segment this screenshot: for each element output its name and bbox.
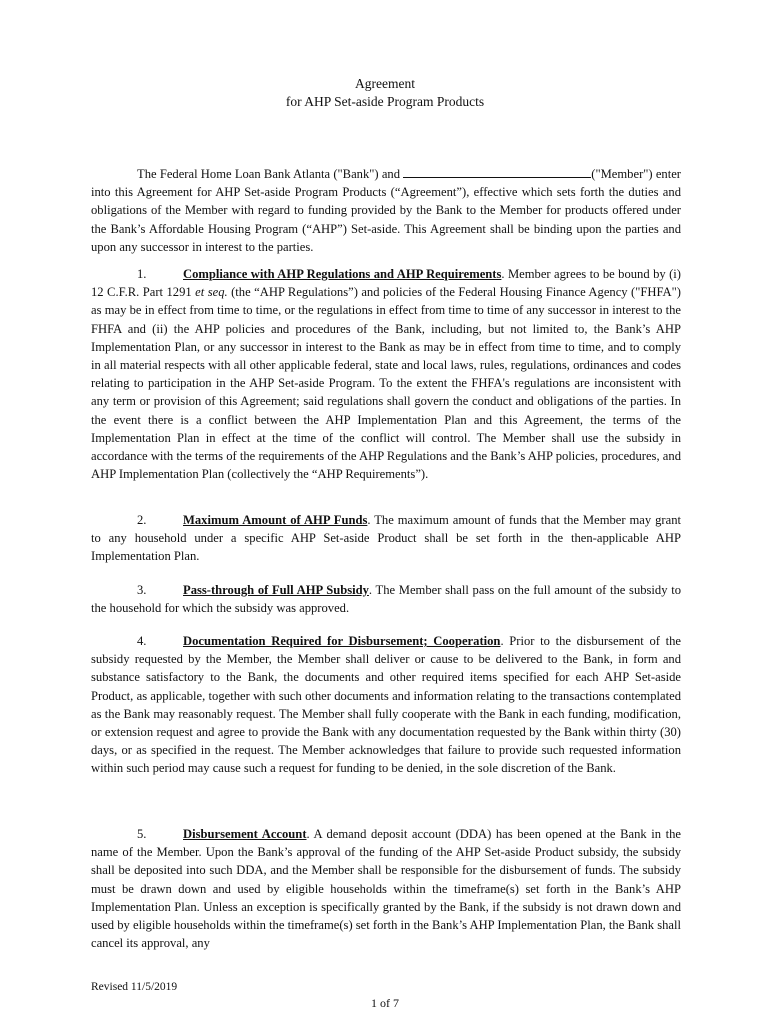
revision-date: Revised 11/5/2019 bbox=[91, 981, 178, 993]
section-number: 1. bbox=[137, 267, 147, 281]
section-number: 5. bbox=[137, 827, 147, 841]
section-number: 2. bbox=[137, 513, 147, 527]
intro-text-1: The Federal Home Loan Bank Atlanta ("Bank") and bbox=[137, 167, 404, 181]
section-heading: Disbursement Account bbox=[183, 827, 307, 841]
document-subtitle: for AHP Set-aside Program Products bbox=[285, 94, 485, 109]
section-text: . Prior to the disbursement of the subsidy requested by the Member, the Member shall deliver or cause to be delivered to the Bank, in form and substance satisfactory to the Bank, the documents and other required items specified for each AHP Set-aside Product, as applicable, together with such other documents and information relating to the transactions contemplated as the Bank may reasonably request. The Member shall fully cooperate with the Bank in each funding, modification, or extension request and agree to provide the Bank with any documentation requested by the Bank within thirty (30) days, or as specified in the request. The Member acknowledges that failure to provide such requested information within such period may cause such a request for funding to be denied, in the sole discretion of the Bank. bbox=[91, 634, 681, 776]
document-title: Agreement bbox=[355, 76, 415, 91]
section-heading: Compliance with AHP Regulations and AHP Requirements bbox=[183, 267, 502, 281]
intro-paragraph bbox=[91, 165, 681, 256]
section-5 bbox=[91, 825, 681, 952]
section-text: . The Member shall pass on the full amount of the subsidy to the household for which the subsidy was approved. bbox=[91, 583, 681, 616]
section-number: 4. bbox=[137, 634, 147, 648]
section-1 bbox=[91, 265, 681, 483]
section-text-continued: (the “AHP Regulations”) and policies of the Federal Housing Finance Agency ("FHFA") as may be in effect from time to time, or the regulations in effect from time to time of any successor in interest to the FHFA and (ii) the AHP policies and procedures of the Bank, including, but not limited to, the Bank’s AHP Implementation Plan, or any successor in interest to the Bank as may be in effect from time to time, and to comply in all material respects with all other applicable federal, state and local laws, rules, regulations, ordinances and codes relating to participation in the AHP Set-aside Program. To the extent the FHFA's regulations are inconsistent with any term or provision of this Agreement; said regulations shall govern the conduct and obligations of the parties. In the event there is a conflict between the AHP Implementation Plan and this Agreement, the terms of the Implementation Plan in effect at the time of the conflict will control. The Member shall use the subsidy in accordance with the terms of the requirements of the AHP Regulations and the Bank’s AHP policies, procedures, and AHP Implementation Plan (collectively the “AHP Requirements”). bbox=[91, 285, 681, 482]
section-heading: Pass-through of Full AHP Subsidy bbox=[183, 583, 369, 597]
section-text: . A demand deposit account (DDA) has been opened at the Bank in the name of the Member. Upon the Bank’s approval of the funding of the AHP Set-aside Product subsidy, the subsidy shall be deposited into such DDA, and the Member shall be responsible for the disbursement of funds. The subsidy must be drawn down and used by eligible households within the timeframe(s) set forth in the Bank’s AHP Implementation Plan. Unless an exception is specifically granted by the Bank, if the subsidy is not drawn down and used by eligible households within the timeframe(s) set forth in the Bank’s AHP Implementation Plan, the Bank shall cancel its approval, any bbox=[91, 827, 681, 951]
section-heading: Documentation Required for Disbursement; Cooperation bbox=[183, 634, 501, 648]
member-name-blank bbox=[403, 165, 591, 178]
section-heading: Maximum Amount of AHP Funds bbox=[183, 513, 368, 527]
section-text: . Member agrees to be bound by (i) 12 C.F.R. Part 1291 bbox=[91, 267, 681, 300]
section-number: 3. bbox=[137, 583, 147, 597]
section-4 bbox=[91, 632, 681, 778]
intro-text-2: ("Member") enter into this Agreement for AHP Set-aside Program Products (“Agreement”), effective which sets forth the duties and obligations of the Member with regard to funding provided by the Bank to the Member for products offered under the Bank’s Affordable Housing Program (“AHP”) Set-aside. This Agreement shall be binding upon the parties and upon any successor in interest to the parties. bbox=[91, 167, 682, 254]
section-3 bbox=[91, 581, 681, 617]
section-italic-text: et seq. bbox=[195, 285, 228, 300]
section-2 bbox=[91, 511, 681, 566]
page-number: 1 of 7 bbox=[371, 996, 399, 1010]
section-text: . The maximum amount of funds that the Member may grant to any household under a specific AHP Set-aside Product shall be set forth in the then-applicable AHP Implementation Plan. bbox=[91, 513, 681, 564]
